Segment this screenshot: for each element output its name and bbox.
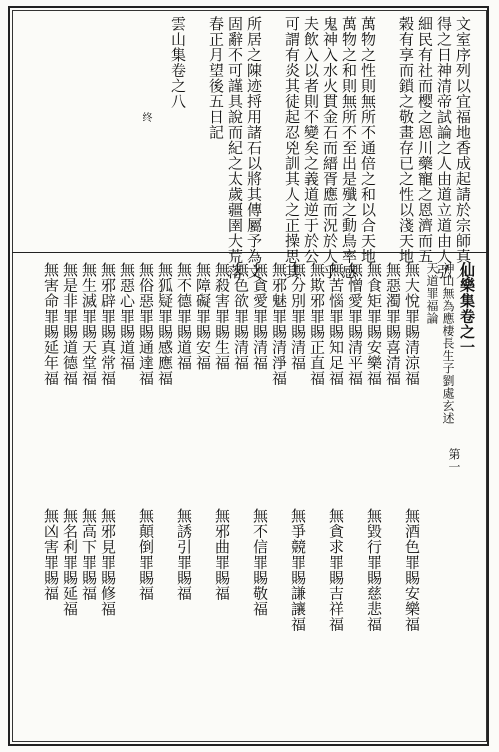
lower-column-6: 無邪曲罪賜福 [213, 508, 231, 601]
bottom-column-12: 無障礙罪賜安福 [194, 262, 212, 371]
bottom-column-7: 無分別罪賜清福 [289, 262, 307, 371]
bottom-column-15: 無俗惡罪賜通達福 [137, 262, 155, 386]
lower-column-9: 無邪見罪賜修福 [99, 508, 117, 617]
bottom-column-10: 無色欲罪賜清福 [232, 262, 250, 371]
lower-column-2: 無毀行罪賜慈悲福 [365, 508, 383, 632]
bottom-column-5: 無苦惱罪賜知足福 [327, 262, 345, 386]
bottom-column-17: 無邪辟罪賜真常福 [99, 262, 117, 386]
lower-column-3: 無貪求罪賜吉祥福 [327, 508, 345, 632]
page-mark: 第一 [447, 448, 461, 473]
top-column-12: 春正月望後五日記 [207, 16, 225, 140]
bottom-column-20: 無害命罪賜延年福 [42, 262, 60, 386]
bottom-subtitle: 神山無為應棲長生子劉處玄述 [441, 262, 455, 425]
lower-column-5: 無不信罪賜敬福 [251, 508, 269, 617]
bottom-column-8: 無邪魅罪賜清淨福 [270, 262, 288, 386]
lower-column-1: 無酒色罪賜安樂福 [403, 508, 421, 632]
top-column-7: 鬼神入水火貫金石而縉胥應而況於人乎 [321, 16, 339, 280]
top-column-5: 萬物之性則無所不通倍之和以合天地 [359, 16, 377, 264]
top-column-1: 文室序列以宜福地香成起請於宗師真人 [454, 16, 472, 280]
bottom-column-14: 無狐疑罪賜感應福 [156, 262, 174, 386]
top-column-9: 可謂有炎其徒起忍兇訓其人之正操思其 [283, 16, 301, 280]
lower-column-11: 無名利罪賜延福 [61, 508, 79, 617]
bottom-column-6: 無欺邪罪賜正直福 [308, 262, 326, 386]
bottom-column-13: 無不德罪賜道福 [175, 262, 193, 371]
top-column-11: 固辭不可謹具說而紀之太歲疆圉大荒落 [226, 16, 244, 280]
lower-column-7: 無誘引罪賜福 [175, 508, 193, 601]
lower-column-10: 無高下罪賜福 [80, 508, 98, 601]
top-column-13: 雲山集卷之八 [169, 16, 187, 109]
bottom-title: 仙樂集卷之一 [458, 262, 476, 355]
bottom-column-3: 無食矩罪賜安樂福 [365, 262, 383, 386]
bottom-column-1: 無大悅罪賜清涼福 [403, 262, 421, 386]
bottom-column-2: 無惡濁罪賜喜清福 [384, 262, 402, 386]
bottom-column-4: 無憎愛罪賜清平福 [346, 262, 364, 386]
top-column-3: 細民有社而樱之恩川藥寵之恩濟而五 [416, 16, 434, 264]
bottom-column-16: 無惡心罪賜道福 [118, 262, 136, 371]
bottom-column-19: 無是非罪賜道德福 [61, 262, 79, 386]
top-column-10: 所居之陳迹捋用諸石以將其傳屬予為文 [245, 16, 263, 280]
lower-column-8: 無顛倒罪賜福 [137, 508, 155, 601]
seal-mark: 终 [140, 112, 151, 123]
top-column-2: 得之日神清帝試論之人由道立道由人弘 [435, 16, 453, 280]
section-title: 天道罪福論 [425, 262, 439, 325]
top-column-6: 萬物之和則無所不至出是殲之動鳥率感 [340, 16, 358, 280]
lower-column-4: 無爭競罪賜謙讓福 [289, 508, 307, 632]
lower-column-12: 無凶害罪賜福 [42, 508, 60, 601]
top-column-4: 榖有享而鎖之敬畫存已之性以淺天地 [397, 16, 415, 264]
bottom-column-9: 無貪愛罪賜清福 [251, 262, 269, 371]
bottom-column-18: 無生滅罪賜天堂福 [80, 262, 98, 386]
top-column-8: 夫飲入以者則不變矣之義道逆于於公 [302, 16, 320, 264]
bottom-column-11: 無殺害罪賜生福 [213, 262, 231, 371]
